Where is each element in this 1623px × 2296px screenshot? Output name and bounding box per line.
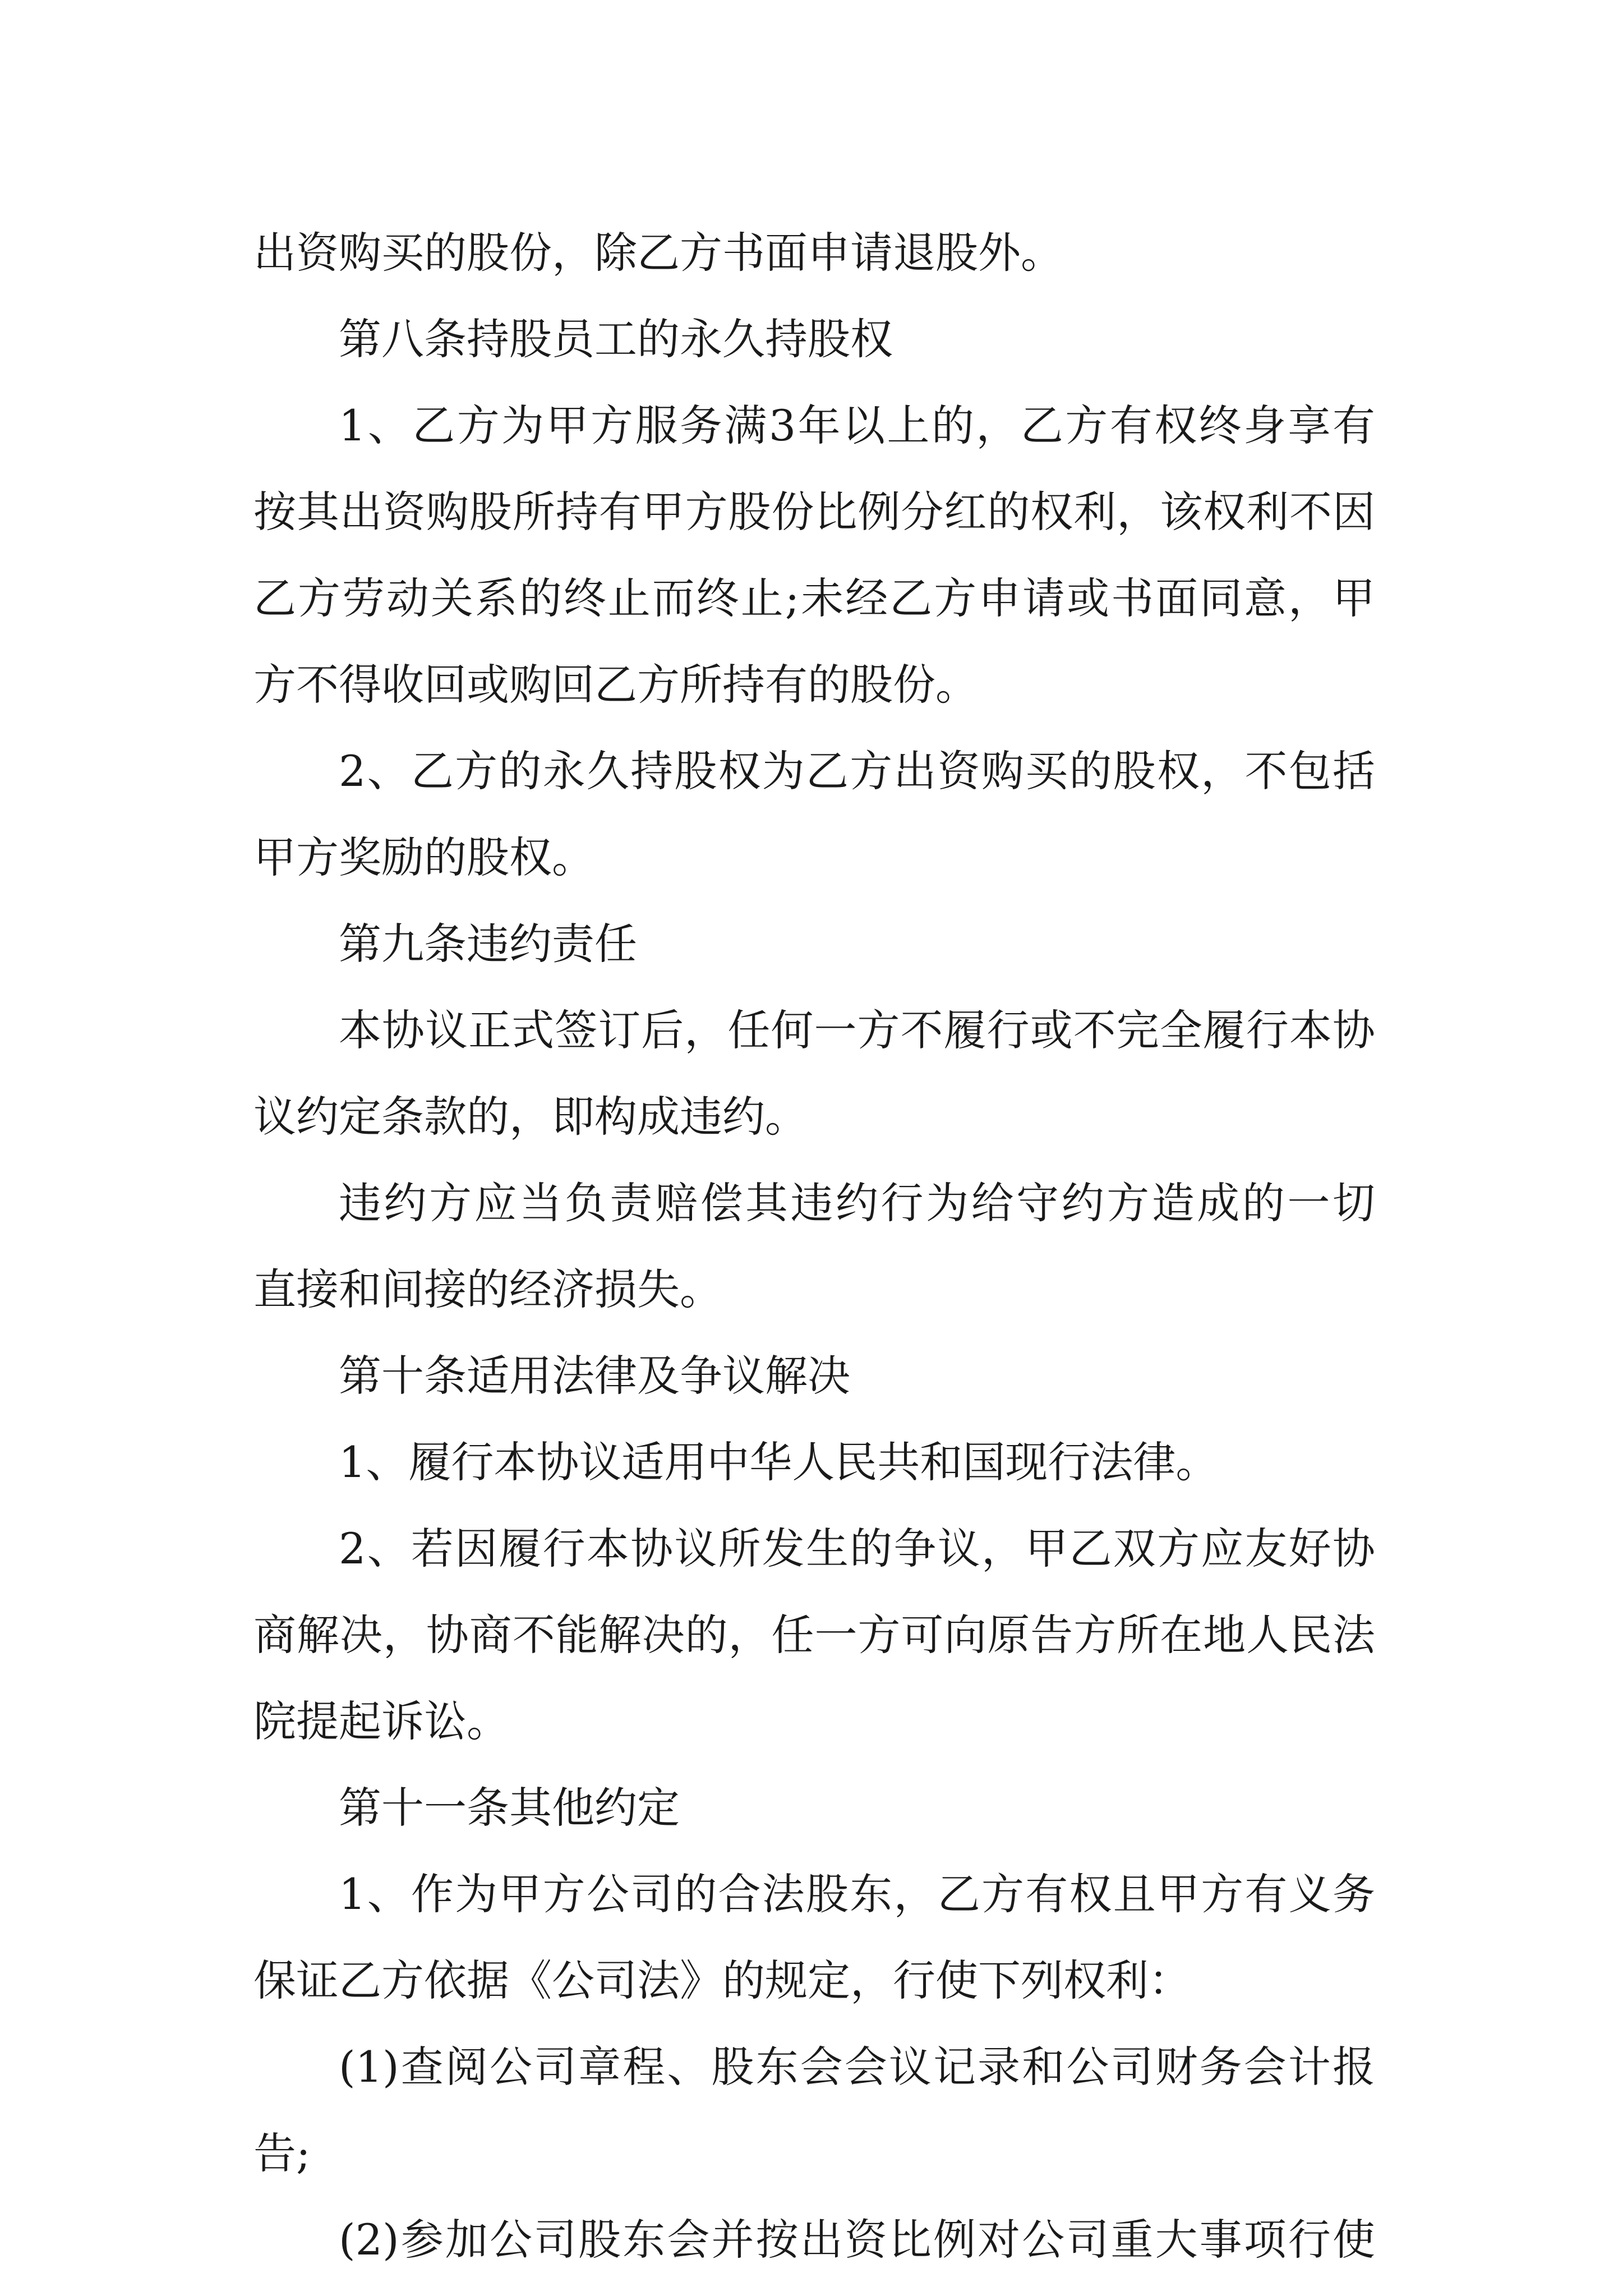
clause-11-1-item-2-line: (2)参加公司股东会并按出资比例对公司重大事项行使 <box>339 2215 1375 2265</box>
article-9-paragraph-line: 直接和间接的经济损失。 <box>253 1264 722 1314</box>
document-body <box>253 210 1375 2283</box>
clause-10-2-line: 商解决，协商不能解决的，任一方可向原告方所在地人民法 <box>253 1610 1375 1660</box>
clause-8-2-line: 甲方奖励的股权。 <box>253 832 594 882</box>
clause-8-1-line: 按其出资购股所持有甲方股份比例分红的权利，该权利不因 <box>253 487 1375 537</box>
article-9-paragraph-line: 议约定条款的，即构成违约。 <box>253 1092 808 1142</box>
clause-10-2-line: 2、若因履行本协议所发生的争议，甲乙双方应友好协 <box>339 1524 1375 1573</box>
clause-10-1-line: 1、履行本协议适用中华人民共和国现行法律。 <box>339 1437 1219 1487</box>
section-heading-article-9: 第九条违约责任 <box>339 919 637 969</box>
article-9-paragraph-line: 本协议正式签订后，任何一方不履行或不完全履行本协 <box>339 1005 1375 1055</box>
clause-11-1-line: 保证乙方依据《公司法》的规定，行使下列权利： <box>253 1955 1191 2005</box>
section-heading-article-8: 第八条持股员工的永久持股权 <box>339 314 893 364</box>
clause-11-1-item-1-line: 告; <box>253 2128 311 2178</box>
clause-8-1-line: 方不得收回或购回乙方所持有的股份。 <box>253 660 978 710</box>
section-heading-article-10: 第十条适用法律及争议解决 <box>339 1351 850 1401</box>
clause-11-1-line: 1、作为甲方公司的合法股东，乙方有权且甲方有义务 <box>339 1869 1375 1919</box>
body-text-line: 出资购买的股份，除乙方书面申请退股外。 <box>253 228 1063 278</box>
article-9-paragraph-line: 违约方应当负责赔偿其违约行为给守约方造成的一切 <box>339 1178 1375 1228</box>
clause-8-2-line: 2、乙方的永久持股权为乙方出资购买的股权，不包括 <box>339 746 1375 796</box>
clause-10-2-line: 院提起诉讼。 <box>253 1696 509 1746</box>
clause-8-1-line: 乙方劳动关系的终止而终止;未经乙方申请或书面同意，甲 <box>253 573 1375 623</box>
clause-8-1-line: 1、乙方为甲方服务满3年以上的，乙方有权终身享有 <box>339 401 1375 450</box>
clause-11-1-item-1-line: (1)查阅公司章程、股东会会议记录和公司财务会计报 <box>339 2042 1375 2092</box>
section-heading-article-11: 第十一条其他约定 <box>339 1783 680 1833</box>
